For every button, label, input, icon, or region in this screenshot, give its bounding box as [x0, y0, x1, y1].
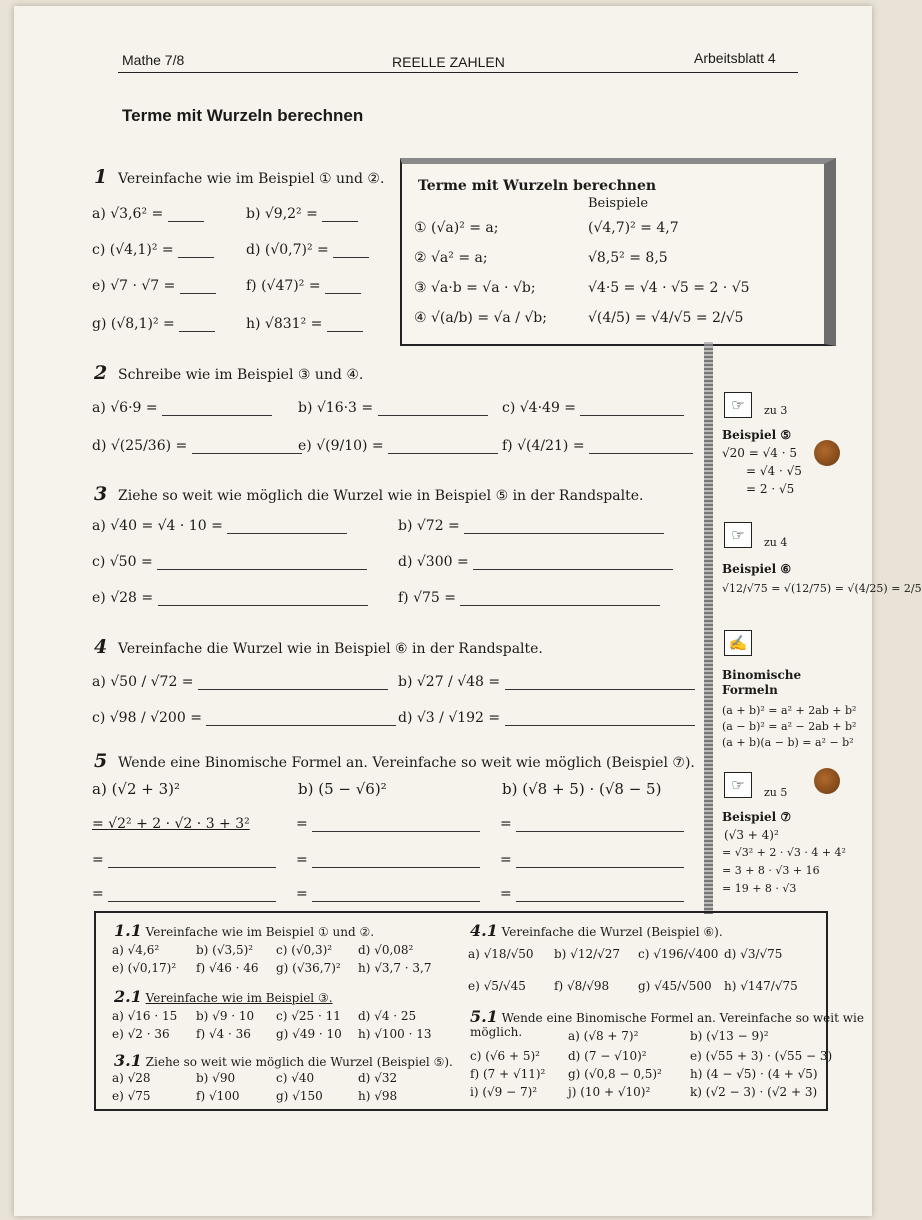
answer-line[interactable]: [473, 555, 673, 570]
task5-item-b: b) (5 − √6)²: [298, 780, 387, 798]
task4-item-d: d) √3 / √192 =: [398, 710, 501, 726]
side-example5-line2: = √4 · √5: [746, 464, 802, 478]
task1-item-f: f) (√47)² =: [246, 278, 321, 294]
task1-number: 1: [94, 166, 108, 188]
side-example6-line: √12/√75 = √(12/75) = √(4/25) = 2/5: [722, 582, 922, 595]
task4-item-b: b) √27 / √48 =: [398, 674, 501, 690]
rule-3: ③ √a·b = √a · √b;: [414, 280, 536, 296]
answer-line[interactable]: [580, 401, 684, 416]
task1-item-a: a) √3,6² =: [92, 206, 164, 222]
ex-item: e) (√55 + 3) · (√55 − 3): [690, 1049, 833, 1063]
ex-item: a) √28: [112, 1071, 151, 1085]
task5-first-step: = √2² + 2 · √2 · 3 + 3²: [92, 816, 250, 832]
ex-5-1-number: 5.1: [470, 1007, 498, 1026]
ex-item: d) √32: [358, 1071, 398, 1085]
task2-item-e: e) √(9/10) =: [298, 438, 384, 454]
ex-item: f) √46 · 46: [196, 961, 259, 975]
hint-hand-icon: ☞: [724, 522, 752, 548]
ex-item: c) √25 · 11: [276, 1009, 341, 1023]
eq-sign: =: [296, 816, 308, 832]
ex-item: c) (√0,3)²: [276, 943, 333, 957]
answer-line[interactable]: [157, 555, 367, 570]
ex-item: h) √100 · 13: [358, 1027, 432, 1041]
ex-item: c) (√6 + 5)²: [470, 1049, 540, 1063]
eq-sign: =: [500, 816, 512, 832]
task1-item-d: d) (√0,7)² =: [246, 242, 329, 258]
side-example7-line3: = 3 + 8 · √3 + 16: [722, 864, 820, 877]
task1-item-c: c) (√4,1)² =: [92, 242, 174, 258]
eq-sign: =: [500, 886, 512, 902]
ex-item: j) (10 + √10)²: [568, 1085, 651, 1099]
side-binomial-2: (a − b)² = a² − 2ab + b²: [722, 720, 857, 733]
answer-line[interactable]: [227, 519, 347, 534]
answer-line[interactable]: [168, 207, 204, 222]
task1-item-h: h) √831² =: [246, 316, 323, 332]
task3-item-c: c) √50 =: [92, 554, 153, 570]
task2-item-f: f) √(4/21) =: [502, 438, 585, 454]
side-binomial-3: (a + b)(a − b) = a² − b²: [722, 736, 854, 749]
ex-item: a) √16 · 15: [112, 1009, 178, 1023]
side-binomial-title-1: Binomische: [722, 668, 802, 682]
task3-item-b: b) √72 =: [398, 518, 460, 534]
worksheet-page: [14, 6, 922, 1216]
ex-item: h) √3,7 · 3,7: [358, 961, 432, 975]
answer-line[interactable]: [378, 401, 488, 416]
ex-item: e) √5/√45: [468, 979, 526, 993]
task2-instruction: Schreibe wie im Beispiel ③ und ④.: [118, 367, 364, 383]
answer-line[interactable]: [388, 439, 498, 454]
answer-line[interactable]: [505, 675, 695, 690]
ex-item: g) √150: [276, 1089, 323, 1103]
ex-item: f) √4 · 36: [196, 1027, 251, 1041]
ex-1-1-row-a: [112, 943, 159, 957]
task3-item-e: e) √28 =: [92, 590, 154, 606]
ex-item: e) √2 · 36: [112, 1027, 170, 1041]
ex-4-1-instruction: Vereinfache die Wurzel (Beispiel ⑥).: [501, 925, 723, 939]
answer-line[interactable]: [516, 887, 684, 902]
ex-item: f) √8/√98: [554, 979, 610, 993]
side-binomial-title-2: Formeln: [722, 683, 778, 697]
header-rule: [118, 72, 798, 73]
ex-1-1-number: 1.1: [114, 921, 142, 940]
rule-4: ④ √(a/b) = √a / √b;: [414, 310, 547, 326]
task4-item-c: c) √98 / √200 =: [92, 710, 202, 726]
header-sheet: Arbeitsblatt 4: [694, 50, 776, 66]
page-title: Terme mit Wurzeln berechnen: [122, 106, 364, 125]
task3-item-d: d) √300 =: [398, 554, 469, 570]
ex-item: b) √12/√27: [554, 947, 621, 961]
ex-item: g) √45/√500: [638, 979, 712, 993]
pencil-hand-icon: ✍: [724, 630, 752, 656]
ex-item: e) (√0,17)²: [112, 961, 177, 975]
task1-item-b: b) √9,2² =: [246, 206, 318, 222]
ex-5-1-instruction-2: möglich.: [470, 1025, 523, 1039]
answer-line[interactable]: [589, 439, 693, 454]
ex-5-1-instruction: Wende eine Binomische Formel an. Vereinfache so weit wie: [501, 1011, 864, 1025]
task4-item-a: a) √50 / √72 =: [92, 674, 194, 690]
ex-1-1-instruction: Vereinfache wie im Beispiel ① und ②.: [145, 925, 375, 939]
task1-instruction: Vereinfache wie im Beispiel ① und ②.: [118, 171, 385, 187]
hint-hand-icon: ☞: [724, 392, 752, 418]
side-example7-line1: (√3 + 4)²: [724, 828, 779, 842]
ex-item: f) √100: [196, 1089, 240, 1103]
ex-item: a) √18/√50: [468, 947, 534, 961]
side-binomial-1: (a + b)² = a² + 2ab + b²: [722, 704, 857, 717]
ex-item: e) √75: [112, 1089, 151, 1103]
ex-4-1-number: 4.1: [470, 921, 498, 940]
ex-item: g) (√0,8 − 0,5)²: [568, 1067, 662, 1081]
extra-exercises-box: [94, 911, 864, 1111]
task1-item-g: g) (√8,1)² =: [92, 316, 175, 332]
rule-example-3: √4·5 = √4 · √5 = 2 · √5: [588, 280, 750, 296]
side-example5-title: Beispiel ⑤: [722, 428, 792, 442]
answer-line[interactable]: [178, 243, 214, 258]
answer-line[interactable]: [322, 207, 358, 222]
ex-item: b) √9 · 10: [196, 1009, 255, 1023]
task5-instruction: Wende eine Binomische Formel an. Vereinfache so weit wie möglich (Beispiel ⑦).: [118, 755, 695, 771]
ex-item: d) (7 − √10)²: [568, 1049, 647, 1063]
task5-item-a: a) (√2 + 3)²: [92, 780, 181, 798]
hint-hand-icon: ☞: [724, 772, 752, 798]
ex-item: a) √4,6²: [112, 943, 160, 957]
answer-line[interactable]: [516, 853, 684, 868]
task4-instruction: Vereinfache die Wurzel wie in Beispiel ⑥ in der Randspalte.: [118, 641, 543, 657]
task2-item-d: d) √(25/36) =: [92, 438, 188, 454]
ex-item: b) (√13 − 9)²: [690, 1029, 769, 1043]
ex-item: f) (7 + √11)²: [470, 1067, 546, 1081]
task5-number: 5: [94, 750, 108, 772]
answer-line[interactable]: [464, 519, 664, 534]
ex-item: g) √49 · 10: [276, 1027, 342, 1041]
eq-sign: =: [296, 886, 308, 902]
task2-item-b: b) √16·3 =: [298, 400, 374, 416]
side-example7-line4: = 19 + 8 · √3: [722, 882, 797, 895]
ex-item: c) √40: [276, 1071, 315, 1085]
eq-sign: =: [296, 852, 308, 868]
side-example6-title: Beispiel ⑥: [722, 562, 792, 576]
header-course: Mathe 7/8: [122, 52, 185, 68]
rule-1: ① (√a)² = a;: [414, 220, 499, 236]
answer-line[interactable]: [333, 243, 369, 258]
ex-item: b) √90: [196, 1071, 236, 1085]
header-topic: REELLE ZAHLEN: [392, 54, 505, 70]
ex-2-1-instruction: Vereinfache wie im Beispiel ③.: [145, 991, 333, 1005]
side-zu4: zu 4: [764, 536, 788, 549]
answer-line[interactable]: [312, 817, 480, 832]
ex-item: k) (√2 − 3) · (√2 + 3): [690, 1085, 818, 1099]
task2-number: 2: [94, 362, 108, 384]
ex-3-1-instruction: Ziehe so weit wie möglich die Wurzel (Beispiel ⑤).: [145, 1055, 453, 1069]
side-zu5: zu 5: [764, 786, 788, 799]
ex-item: a) (√8 + 7)²: [568, 1029, 639, 1043]
ex-item: h) √147/√75: [724, 979, 798, 993]
side-example5-line1: √20 = √4 · 5: [722, 446, 797, 460]
ex-item: h) (4 − √5) · (4 + √5): [690, 1067, 818, 1081]
margin-column-bar: [704, 342, 713, 914]
answer-line[interactable]: [162, 401, 272, 416]
ex-item: c) √196/√400: [638, 947, 719, 961]
answer-line[interactable]: [108, 853, 276, 868]
answer-line[interactable]: [325, 279, 361, 294]
ex-item: d) √3/√75: [724, 947, 783, 961]
rule-2: ② √a² = a;: [414, 250, 488, 266]
rule-example-2: √8,5² = 8,5: [588, 250, 668, 266]
answer-line[interactable]: [327, 317, 363, 332]
task1-item-e: e) √7 · √7 =: [92, 278, 176, 294]
answer-line[interactable]: [505, 711, 695, 726]
side-zu3: zu 3: [764, 404, 788, 417]
rule-example-1: (√4,7)² = 4,7: [588, 220, 679, 236]
eq-sign: =: [500, 852, 512, 868]
ex-item: g) (√36,7)²: [276, 961, 341, 975]
answer-line[interactable]: [460, 591, 660, 606]
answer-line[interactable]: [198, 675, 388, 690]
answer-line[interactable]: [312, 853, 480, 868]
answer-line[interactable]: [192, 439, 302, 454]
answer-line[interactable]: [312, 887, 480, 902]
rules-box-examples-label: Beispiele: [588, 196, 649, 211]
answer-line[interactable]: [158, 591, 368, 606]
ex-item: i) (√9 − 7)²: [470, 1085, 538, 1099]
answer-line[interactable]: [180, 279, 216, 294]
rules-box: [400, 158, 836, 346]
task3-number: 3: [94, 483, 108, 505]
side-example5-line3: = 2 · √5: [746, 482, 795, 496]
punch-hole: [814, 768, 840, 794]
eq-sign: =: [92, 852, 104, 868]
ex-item: d) √4 · 25: [358, 1009, 417, 1023]
rule-example-4: √(4/5) = √4/√5 = 2/√5: [588, 310, 744, 326]
answer-line[interactable]: [179, 317, 215, 332]
task3-item-f: f) √75 =: [398, 590, 457, 606]
punch-hole: [814, 440, 840, 466]
ex-item: h) √98: [358, 1089, 398, 1103]
answer-line[interactable]: [206, 711, 396, 726]
eq-sign: =: [92, 886, 104, 902]
task5-item-c: b) (√8 + 5) · (√8 − 5): [502, 780, 662, 798]
ex-item: b) (√3,5)²: [196, 943, 254, 957]
task3-instruction: Ziehe so weit wie möglich die Wurzel wie in Beispiel ⑤ in der Randspalte.: [118, 488, 644, 504]
answer-line[interactable]: [516, 817, 684, 832]
task3-item-a: a) √40 = √4 · 10 =: [92, 518, 223, 534]
side-example7-title: Beispiel ⑦: [722, 810, 792, 824]
task4-number: 4: [94, 636, 108, 658]
side-example7-line2: = √3² + 2 · √3 · 4 + 4²: [722, 846, 846, 859]
ex-2-1-number: 2.1: [114, 987, 142, 1006]
task2-item-c: c) √4·49 =: [502, 400, 577, 416]
rules-box-title: Terme mit Wurzeln berechnen: [418, 178, 657, 194]
ex-item: d) √0,08²: [358, 943, 414, 957]
ex-3-1-number: 3.1: [114, 1051, 142, 1070]
task2-item-a: a) √6·9 =: [92, 400, 158, 416]
answer-line[interactable]: [108, 887, 276, 902]
